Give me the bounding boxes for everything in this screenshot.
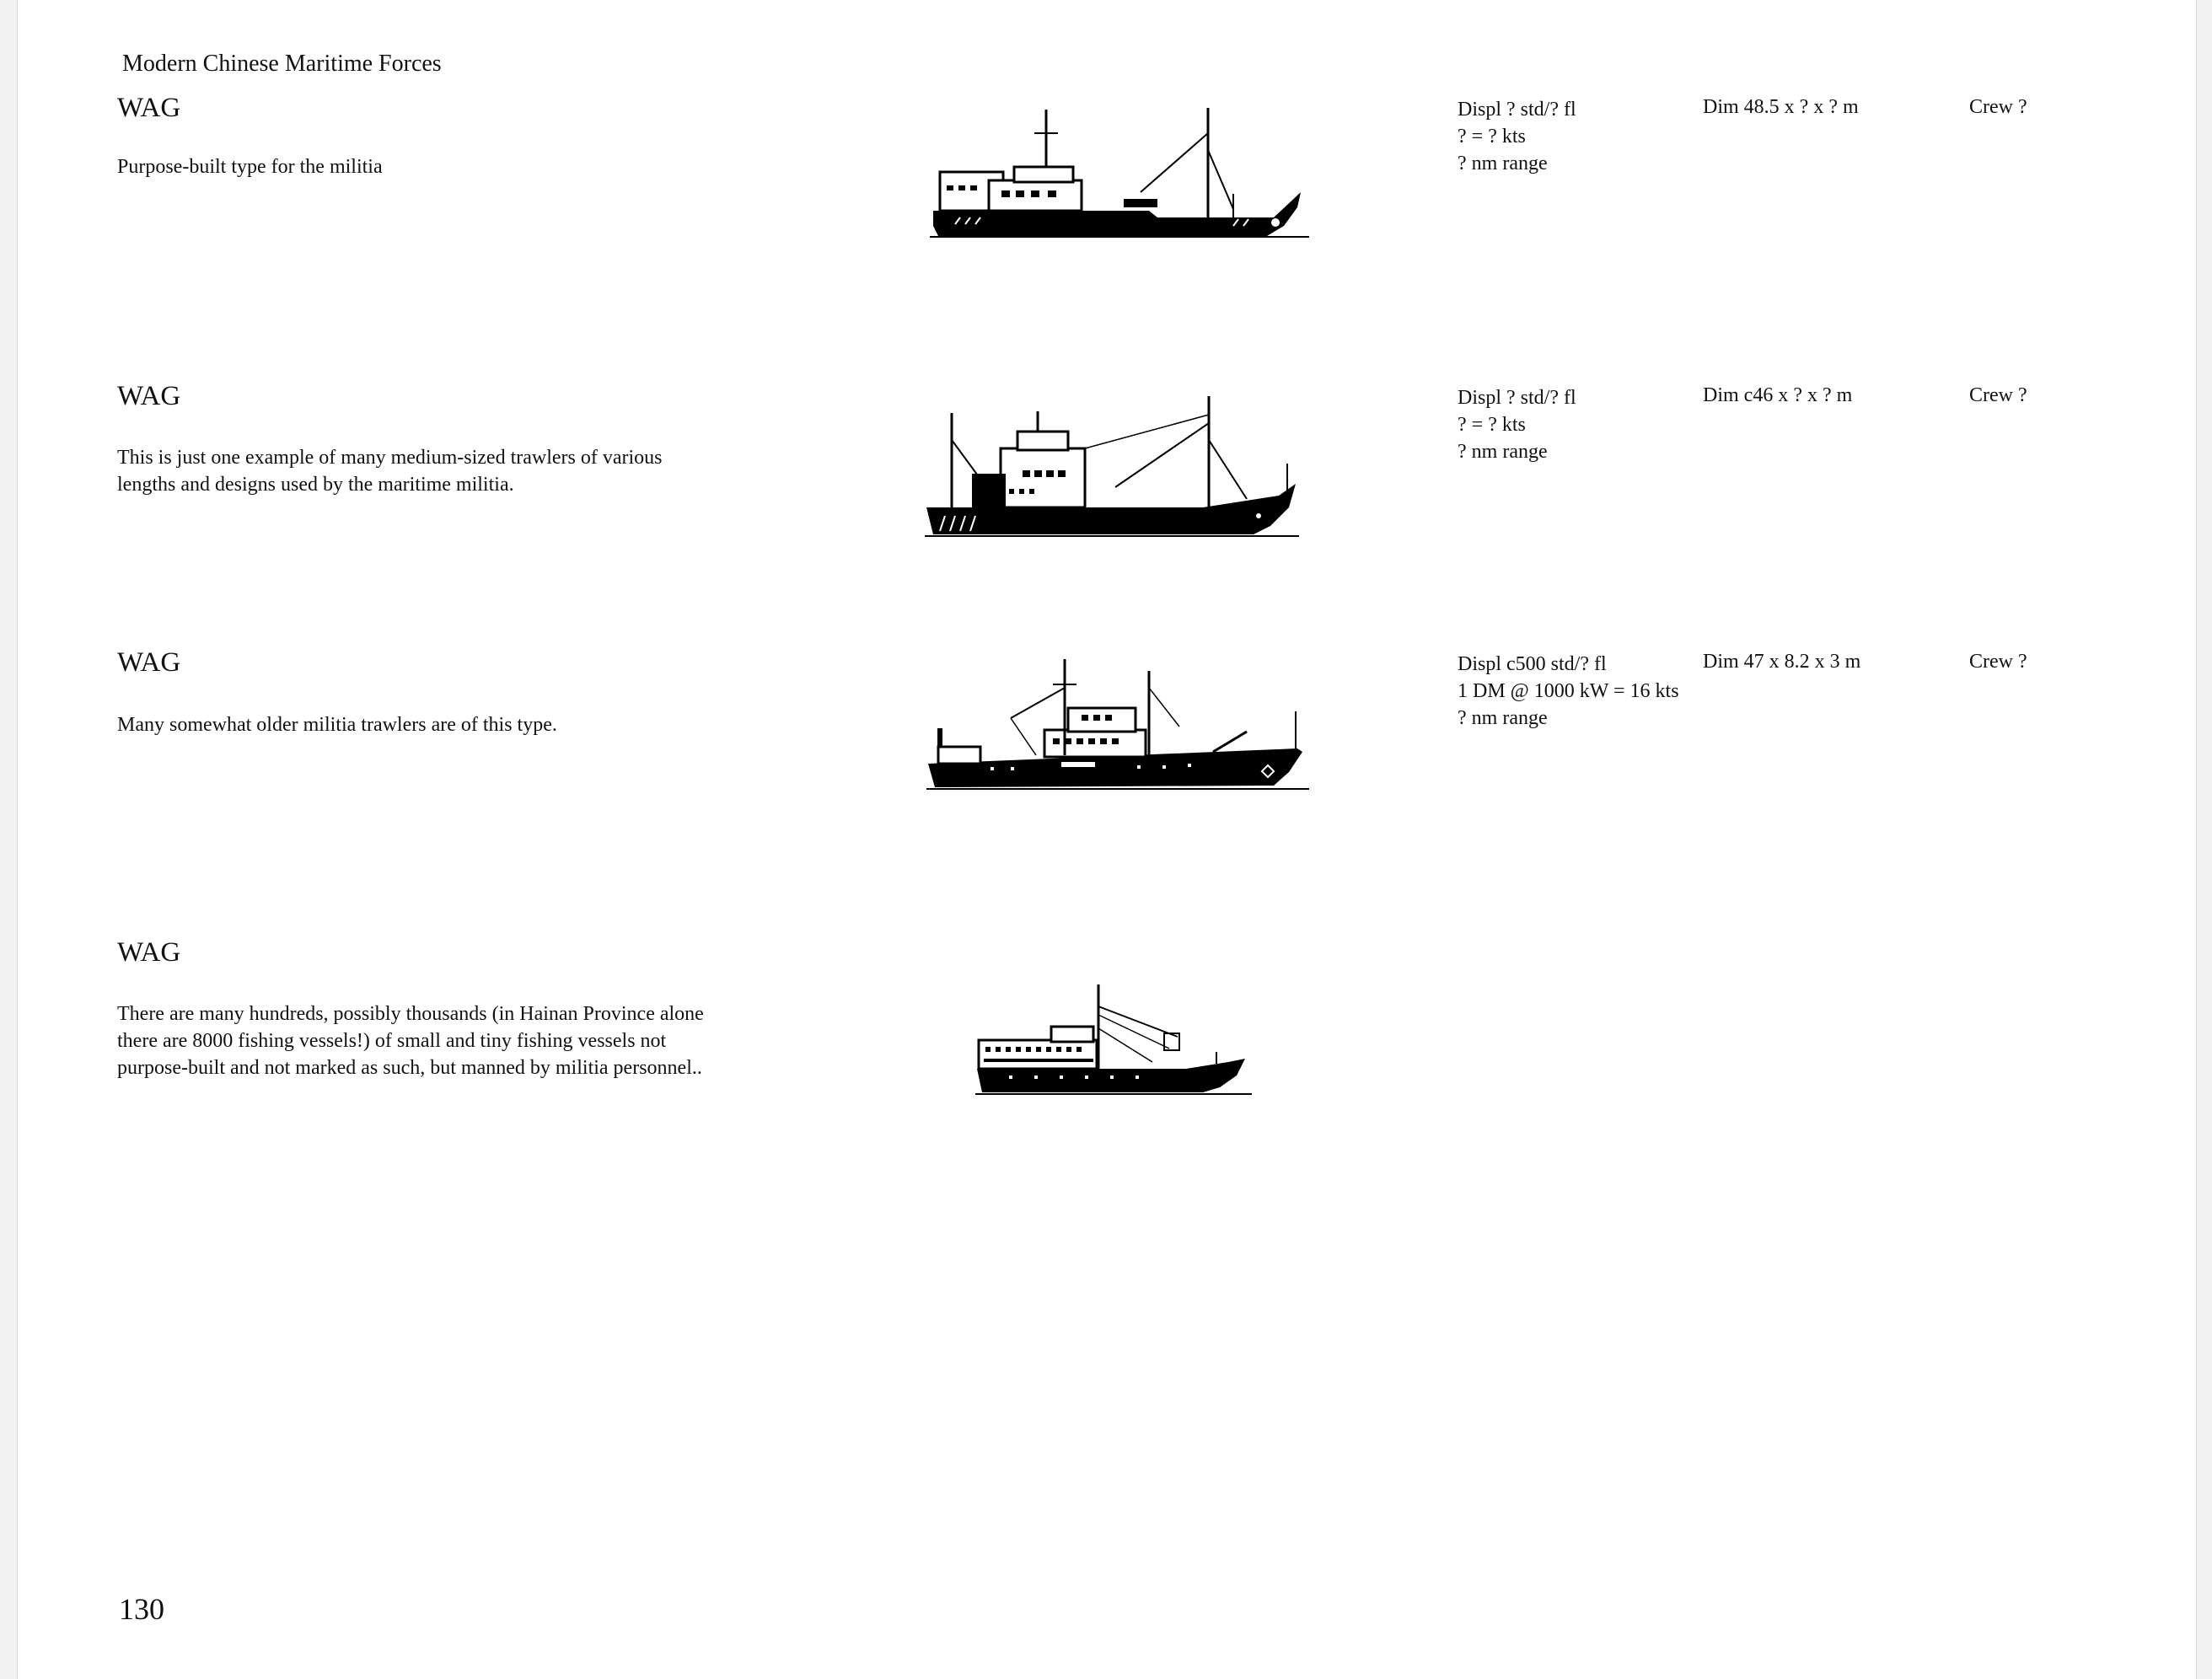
description-line: Many somewhat older militia trawlers are of this type.	[117, 714, 557, 736]
page-number: 130	[119, 1592, 164, 1626]
description-line: There are many hundreds, possibly thousands (in Hainan Province alone	[117, 1003, 704, 1025]
displacement-value: Displ ? std/? fl	[1458, 387, 1576, 409]
document-page	[17, 0, 2197, 1679]
description-line: there are 8000 fishing vessels!) of small and tiny fishing vessels not	[117, 1030, 667, 1052]
crew-value: Crew ?	[1969, 96, 2027, 118]
displacement-value: Displ c500 std/? fl	[1458, 653, 1607, 675]
ship-silhouette-image	[925, 389, 1313, 541]
speed-value: 1 DM @ 1000 kW = 16 kts	[1458, 680, 1679, 702]
speed-value: ? = ? kts	[1458, 126, 1526, 148]
crew-value: Crew ?	[1969, 651, 2027, 673]
crew-value: Crew ?	[1969, 384, 2027, 406]
description-line: purpose-built and not marked as such, but manned by militia personnel..	[117, 1057, 702, 1079]
vessel-description	[117, 711, 808, 738]
range-value: ? nm range	[1458, 441, 1548, 463]
vessel-type-title: WAG	[117, 647, 181, 678]
description-line: This is just one example of many medium-sized trawlers of various	[117, 447, 663, 469]
range-value: ? nm range	[1458, 153, 1548, 174]
displacement-value: Displ ? std/? fl	[1458, 99, 1576, 121]
vessel-type-title: WAG	[117, 937, 181, 968]
description-line: lengths and designs used by the maritime militia.	[117, 474, 514, 496]
vessel-type-title: WAG	[117, 381, 181, 411]
dimensions-value: Dim c46 x ? x ? m	[1703, 384, 1853, 406]
spec-block	[1458, 651, 1679, 732]
spec-block	[1458, 384, 1576, 465]
ship-silhouette-image	[930, 99, 1334, 243]
ship-silhouette-image	[975, 981, 1262, 1097]
vessel-type-title: WAG	[117, 93, 181, 123]
dimensions-value: Dim 47 x 8.2 x 3 m	[1703, 651, 1861, 673]
vessel-description	[117, 153, 808, 180]
speed-value: ? = ? kts	[1458, 414, 1526, 436]
vessel-description	[117, 1000, 808, 1081]
spec-block	[1458, 96, 1576, 177]
description-line: Purpose-built type for the militia	[117, 156, 383, 178]
range-value: ? nm range	[1458, 707, 1548, 729]
running-header: Modern Chinese Maritime Forces	[122, 51, 442, 77]
dimensions-value: Dim 48.5 x ? x ? m	[1703, 96, 1859, 118]
ship-silhouette-image	[926, 654, 1323, 793]
vessel-description	[117, 444, 808, 498]
